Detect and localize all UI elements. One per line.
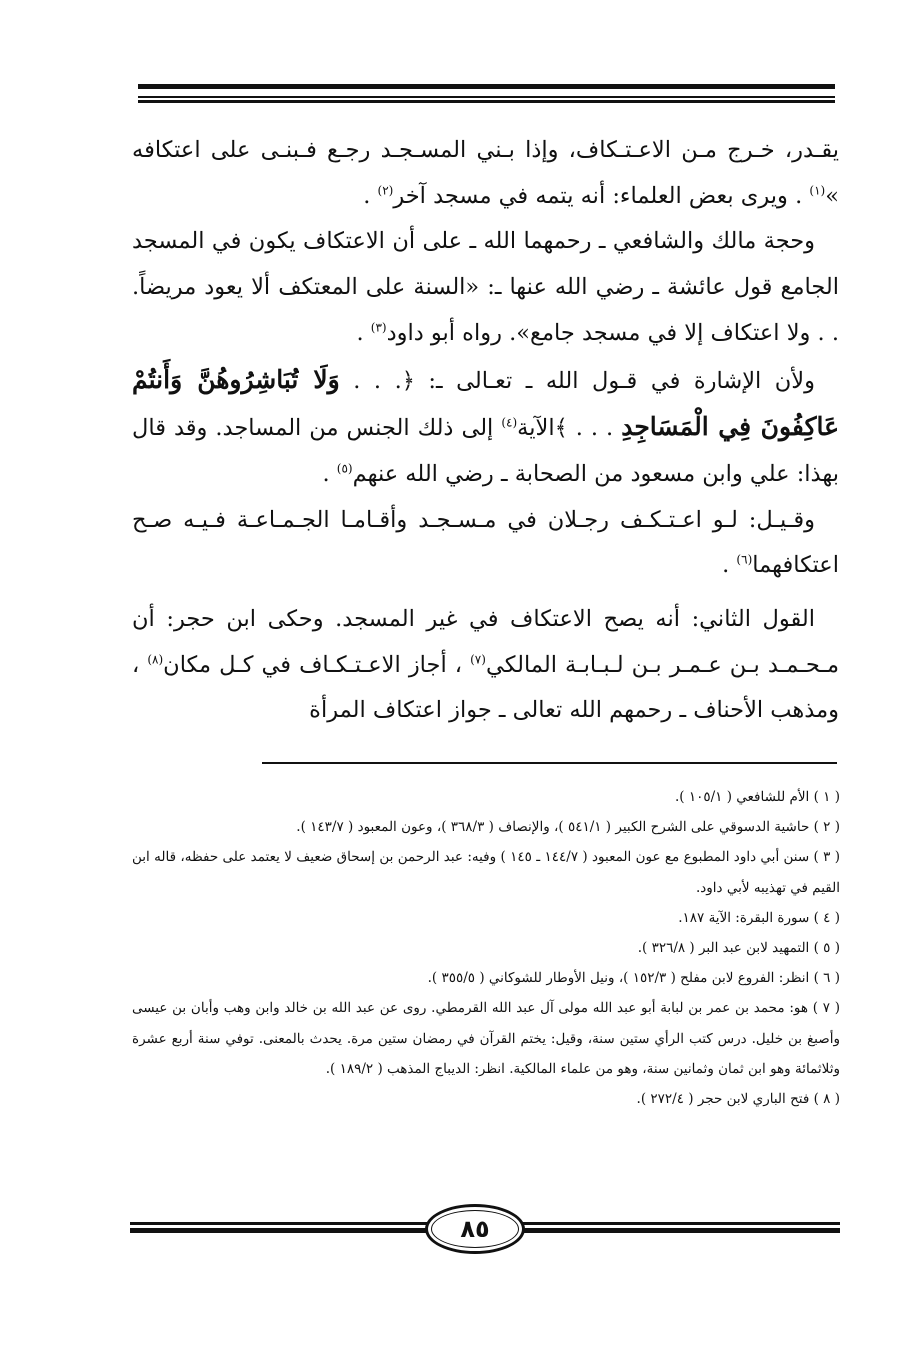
paragraph-3: ولأن الإشارة في قـول الله ـ تعـالى ـ: ﴿. . . وَلَا تُبَاشِرُوهُنَّ وَأَنتُمْ عَاكِفُونَ فِي الْمَسَاجِدِ . . . ﴾الآية$^{(٤)}$ إلى ذلك الجنس من المساجد. وقد قال بهذا: علي وابن مسعود من الصحابة ـ رضي الله عنهم$^{(٥)}$ . [132,364,840,487]
footnote-ref-3[interactable]: (٣) [370,320,387,335]
footnote-5: ( ٥ ) التمهيد لابن عبد البر ( ٣٢٦/٨ ). [637,940,840,957]
paragraph-1: يقـدر، خـرج مـن الاعـتـكاف، وإذا بـني المسـجـد رجـع فـبنـى على اعتكافه »$^{(١)}$ . ويرى بعض العلماء: أنه يتمه في مسجد آخر$^{(٢)}$ . [132,137,839,209]
footnote-2: ( ٢ ) حاشية الدسوقي على الشرح الكبير ( ٥٤١/١ )، والإنصاف ( ٣٦٨/٣ )، وعون المعبود ( ١٤٣/٧ ). [296,819,840,836]
footnote-ref-4[interactable]: (٤) [501,415,518,430]
footnote-ref-2[interactable]: (٢) [377,183,394,198]
page-number-oval [425,1204,525,1254]
footnote-6: ( ٦ ) انظر: الفروع لابن مفلح ( ١٥٢/٣ )، ونيل الأوطار للشوكاني ( ٣٥٥/٥ ). [427,970,840,987]
footnote-3: ( ٣ ) سنن أبي داود المطبوع مع عون المعبود ( ١٤٤/٧ ـ ١٤٥ ) وفيه: عبد الرحمن بن إسحاق ضعيف لا يعتمد على حفظه، قاله ابن القيم في تهذيبه لأبي داود. [132,849,841,896]
paragraph-4: وقـيـل: لـو اعـتـكـف رجـلان في مـسـجـد وأقـامـا الجـمـاعـة فـيـه صـح اعتكافهما$^{(٦)}$ . [132,506,839,579]
footnote-ref-8[interactable]: (٨) [147,652,164,667]
footnote-7: ( ٧ ) هو: محمد بن عمر بن لبابة أبو عبد الله مولى آل عبد الله القرمطي. روى عن عبد الله بن خالد وابن وهب وأبان بن عيسى وأصبغ بن خليل. درس كتب الرأي ستين سنة، وقيل: يختم القرآن في رمضان ستين مرة. يحدث بالمعنى. توفي سنة أربع عشرة وثلاثمائة وهو ابن ثمان وثمانين سنة، وهو من علماء المالكية. انظر: الديباج المذهب ( ١٨٩/٢ ). [132,1000,840,1077]
main-text [132,128,839,734]
quran-verse: وَلَا تُبَاشِرُوهُنَّ وَأَنتُمْ عَاكِفُونَ فِي الْمَسَاجِدِ [132,364,840,442]
footnote-separator [262,762,837,764]
footnote-ref-7[interactable]: (٧) [470,652,486,667]
footnotes [132,782,840,1114]
paragraph-2: وحجة مالك والشافعي ـ رحمهما الله ـ على أن الاعتكاف يكون في المسجد الجامع قول عائشة ـ رضي الله عنها ـ: «السنة على المعتكف ألا يعود مريضاً. . . ولا اعتكاف إلا في مسجد جامع». رواه أبو داود$^{(٣)}$ . [132,228,839,346]
footnote-8: ( ٨ ) فتح الباري لابن حجر ( ٢٧٢/٤ ). [636,1091,840,1108]
footnote-4: ( ٤ ) سورة البقرة: الآية ١٨٧. [678,909,840,926]
footnote-1: ( ١ ) الأم للشافعي ( ١٠٥/١ ). [674,789,840,805]
footnote-ref-6[interactable]: (٦) [736,552,753,567]
page-number: ٨٥ [460,1215,490,1243]
header-rule [138,84,835,104]
footnote-ref-5[interactable]: (٥) [336,461,353,476]
footnote-ref-1[interactable]: (١) [809,183,826,198]
paragraph-5: القول الثاني: أنه يصح الاعتكاف في غير المسجد. وحكى ابن حجر: أن مـحـمـد بـن عـمـر بـن لـبـابـة المالكي$^{(٧)}$ ، أجاز الاعـتـكـاف في كـل مكان$^{(٨)}$ ، ومذهب الأحناف ـ رحمهم الله تعالى ـ جواز اعتكاف المرأة [132,606,840,724]
